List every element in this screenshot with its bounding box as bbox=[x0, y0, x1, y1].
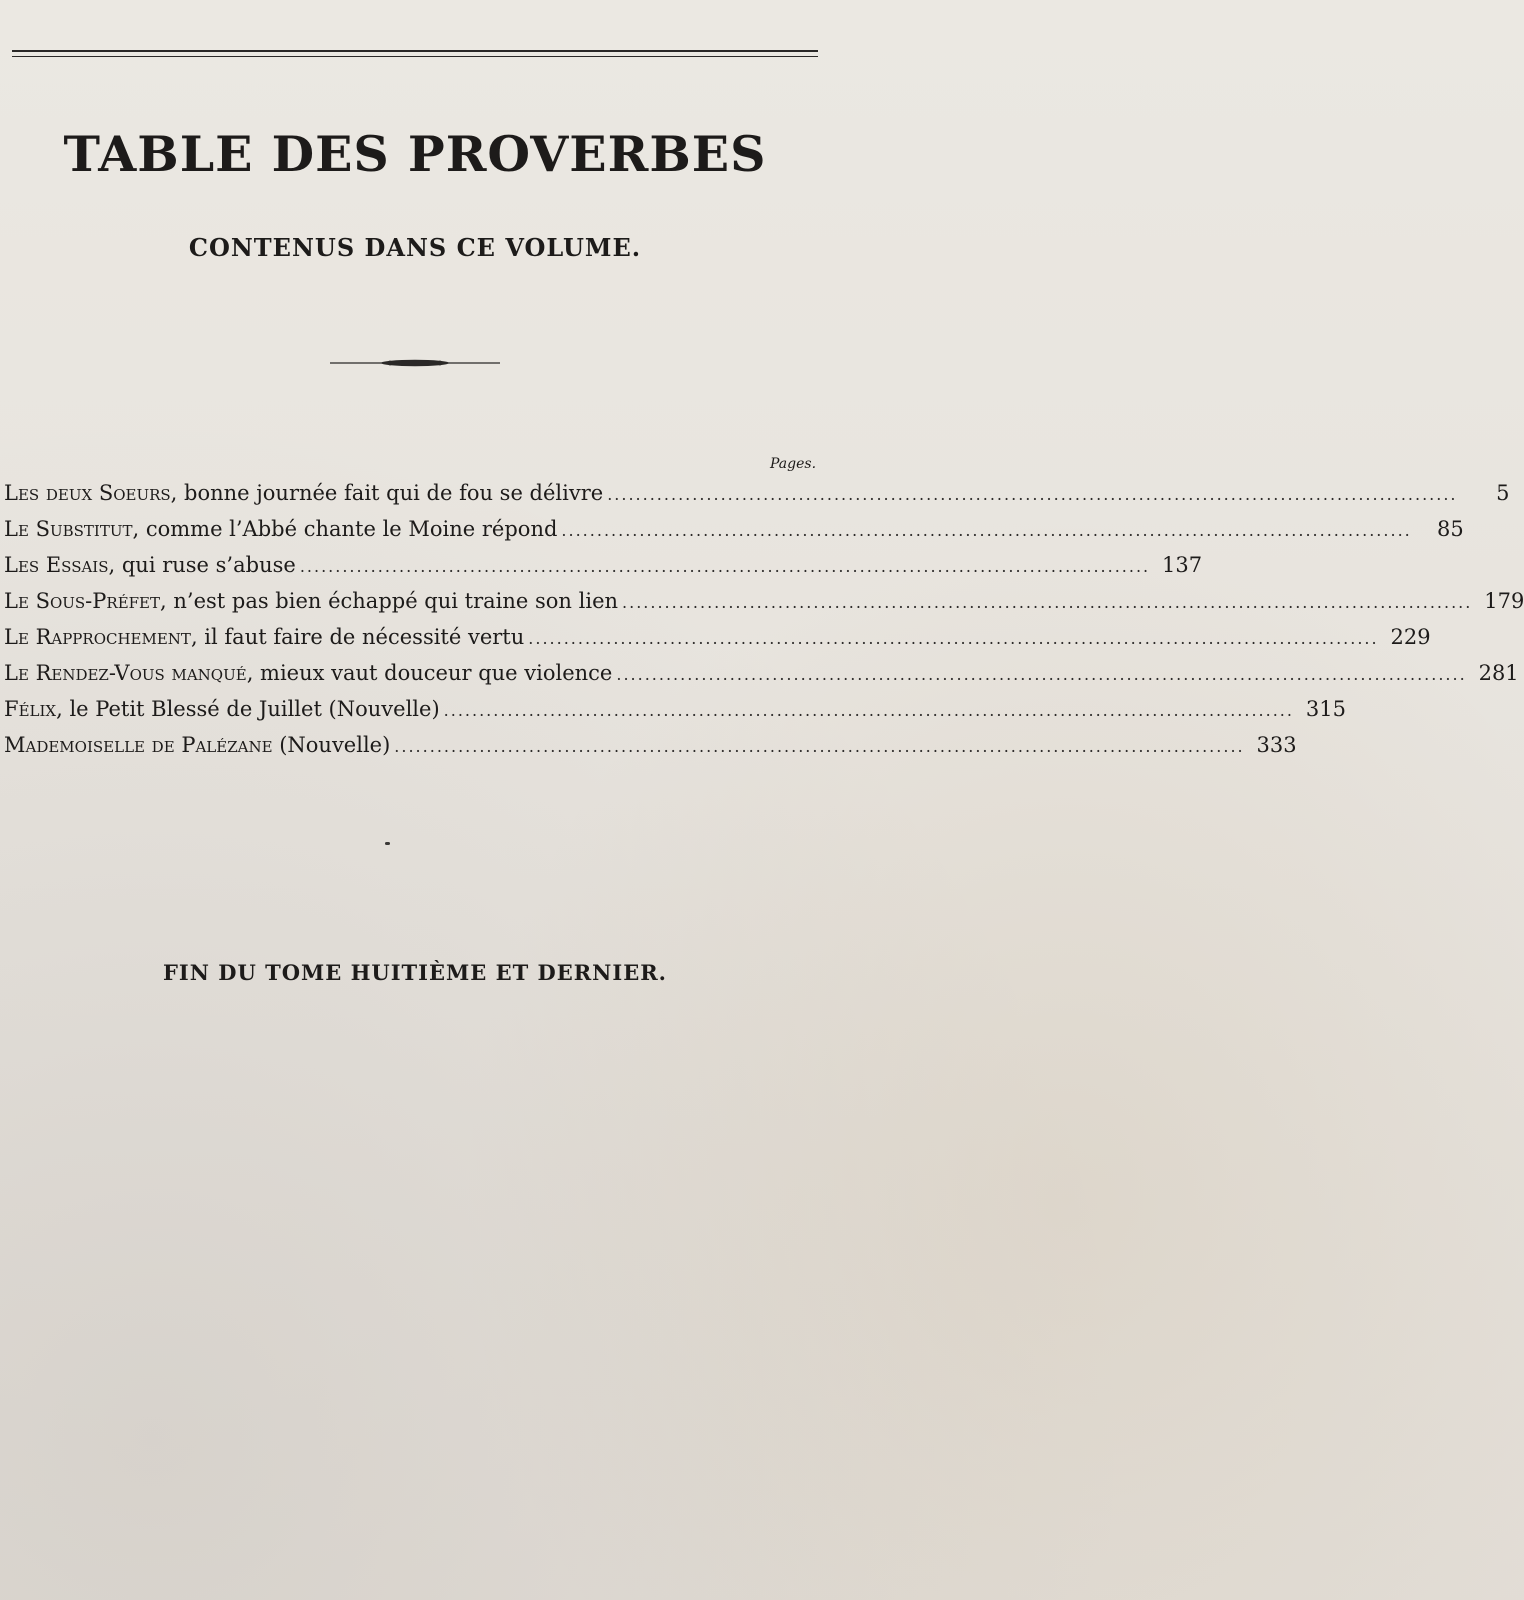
dot-leader: ........................................................................................................................ bbox=[622, 593, 1473, 612]
entry-proverb: , il faut faire de nécessité vertu bbox=[190, 625, 525, 649]
entry-proverb: , le Petit Blessé de Juillet (Nouvelle) bbox=[56, 697, 440, 721]
entry-proverb: , qui ruse s’abuse bbox=[108, 553, 296, 577]
entry-page-number: 281 bbox=[1478, 661, 1519, 685]
pages-column-label: Pages. bbox=[770, 456, 817, 472]
entry-page-number: 5 bbox=[1496, 481, 1510, 505]
toc-entry bbox=[4, 655, 1519, 691]
entry-proverb: , bonne journée fait qui de fou se délivre bbox=[170, 481, 604, 505]
dot-leader: ........................................................................................................................ bbox=[299, 557, 1151, 576]
entry-title: Le Substitut bbox=[4, 517, 133, 541]
toc-entry bbox=[4, 511, 1464, 547]
toc-entry bbox=[4, 547, 1203, 583]
top-double-rule bbox=[12, 50, 818, 57]
entry-title: Le Rendez-Vous manqué bbox=[4, 661, 247, 685]
entry-page-number: 179 bbox=[1484, 589, 1524, 613]
entry-title: Félix bbox=[4, 697, 57, 721]
ink-speck bbox=[385, 842, 390, 845]
page-title: TABLE DES PROVERBES bbox=[63, 125, 767, 183]
entry-title: Le Sous-Préfet bbox=[4, 589, 161, 613]
entry-title: Mademoiselle de Palézane bbox=[4, 733, 273, 757]
entry-page-number: 137 bbox=[1162, 553, 1203, 577]
end-of-volume-text: FIN DU TOME HUITIÈME ET DERNIER. bbox=[163, 960, 667, 985]
toc-entry bbox=[4, 475, 1510, 511]
entry-title: Le Rapprochement bbox=[4, 625, 191, 649]
dot-leader: ........................................................................................................................ bbox=[394, 737, 1245, 756]
entry-title: Les deux Soeurs bbox=[4, 481, 171, 505]
entry-page-number: 85 bbox=[1437, 517, 1464, 541]
entry-proverb: , mieux vaut douceur que violence bbox=[246, 661, 613, 685]
toc-entry bbox=[4, 727, 1297, 763]
entry-page-number: 229 bbox=[1390, 625, 1431, 649]
toc-entry bbox=[4, 583, 1524, 619]
entry-page-number: 333 bbox=[1256, 733, 1297, 757]
dot-leader: ........................................................................................................................ bbox=[607, 485, 1458, 504]
entry-proverb: , n’est pas bien échappé qui traine son lien bbox=[160, 589, 619, 613]
ornament-divider bbox=[330, 356, 500, 370]
dot-leader: ........................................................................................................................ bbox=[561, 521, 1412, 540]
toc-entry bbox=[4, 691, 1346, 727]
entry-proverb: (Nouvelle) bbox=[272, 733, 391, 757]
dot-leader: ........................................................................................................................ bbox=[616, 665, 1467, 684]
page-subtitle: CONTENUS DANS CE VOLUME. bbox=[188, 233, 642, 262]
entry-proverb: , comme l’Abbé chante le Moine répond bbox=[132, 517, 558, 541]
entry-page-number: 315 bbox=[1305, 697, 1346, 721]
entry-title: Les Essais bbox=[4, 553, 109, 577]
table-of-contents bbox=[4, 475, 1524, 763]
dot-leader: ........................................................................................................................ bbox=[528, 629, 1379, 648]
dot-leader: ........................................................................................................................ bbox=[443, 701, 1294, 720]
toc-entry bbox=[4, 619, 1431, 655]
